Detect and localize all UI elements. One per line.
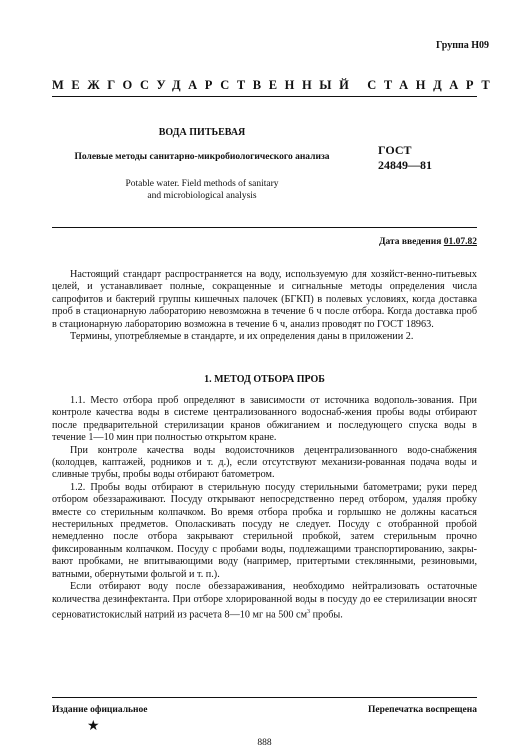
date-label: Дата введения — [378, 237, 444, 247]
document-title: ВОДА ПИТЬЕВАЯ — [158, 127, 246, 138]
banner-rule — [52, 96, 477, 97]
title-rule — [52, 227, 477, 228]
document-subtitle: Полевые методы санитарно-микробиологического анализа — [74, 152, 330, 162]
star-icon: ★ — [87, 719, 100, 734]
intro-text — [52, 269, 477, 343]
english-title — [52, 178, 352, 202]
gost-designation — [378, 143, 432, 173]
gost-number: 24849—81 — [378, 158, 432, 172]
footer-rule — [52, 697, 477, 698]
group-code: Группа Н09 — [436, 40, 489, 51]
page-number: 888 — [257, 738, 272, 748]
paragraph-1-1: 1.1. Место отбора проб определяют в зависимости от источника водополь-зования. При контроле качества воды в системе централизованного водоснаб-жения пробы воды отбирают после предварительной стерилизации кранов обжиганием и последующего спуска воды в течение 1—10 мин при полностью открытом кране. — [52, 395, 477, 444]
paragraph-1-1-cont: При контроле качества воды водоисточников децентрализованного водо-снабжения (колодцев, каптажей, родников и т. д.), если отсутствуют механизи-рованная подача воды и сливные трубы, пробы воды отбирают батометром. — [52, 444, 477, 481]
standard-banner: МЕЖГОСУДАРСТВЕННЫЙ СТАНДАРТ — [52, 78, 498, 92]
intro-paragraph-2: Термины, употребляемые в стандарте, и их определения даны в приложении 2. — [70, 331, 414, 343]
neutralization-text: Если отбирают воду после обеззараживания, необходимо нейтрализовать остаточные количества дезинфектанта. При отборе хлорированной воды в посуду до ее стерилизации вносят серноватистокислый натрий из расчета 8—10 мг на 500 см — [52, 581, 477, 621]
paragraph-neutralization — [52, 581, 477, 622]
reprint-prohibited-note: Перепечатка воспрещена — [367, 705, 477, 715]
gost-label: ГОСТ — [378, 143, 412, 157]
section-1-text — [52, 395, 477, 622]
intro-paragraph-1: Настоящий стандарт распространяется на воду, используемую для хозяйст-венно-питьевых целей, и устанавливает полные, сокращенные и сигнальные методы определения числа сапрофитов и бактерий группы кишечных палочек (БГКП) в полевых условиях, когда доставка проб в стационарную лабораторию невозможна в течение 6 ч после отбора. Когда доставка проб в стационарную лабораторию возможна в течение 6 ч, анализ проводят по ГОСТ 18963. — [52, 269, 477, 330]
english-title-line-2: and microbiological analysis — [147, 191, 257, 201]
date-value: 01.07.82 — [443, 237, 477, 247]
paragraph-1-2: 1.2. Пробы воды отбирают в стерильную посуду стерильными батометрами; руки перед отбором обеззараживают. Посуду открывают непосредственно перед отбором, удаляя пробку вместе со стерильным колпачком. Во время отбора пробка и горлышко не должны касаться нестерильных предметов. Ополаскивать посуду не следует. Посуду с отобранной пробой немедленно после отбора закрывают стерильной пробкой, затем стерильным прочно фиксированным колпачком. Посуду с пробами воды, подлежащими транспортированию, закры-вают пробками, не впитывающими воду (например, притертыми стеклянными, резиновыми, ватными, обернутыми фольгой и т. п.). — [52, 481, 477, 580]
introduction-date — [379, 237, 477, 247]
section-heading: 1. МЕТОД ОТБОРА ПРОБ — [204, 374, 325, 385]
cubic-superscript: 3 — [307, 608, 311, 615]
neutralization-tail: пробы. — [310, 609, 343, 621]
english-title-line-1: Potable water. Field methods of sanitary — [125, 179, 279, 189]
official-edition-note: Издание официальное — [52, 705, 148, 715]
